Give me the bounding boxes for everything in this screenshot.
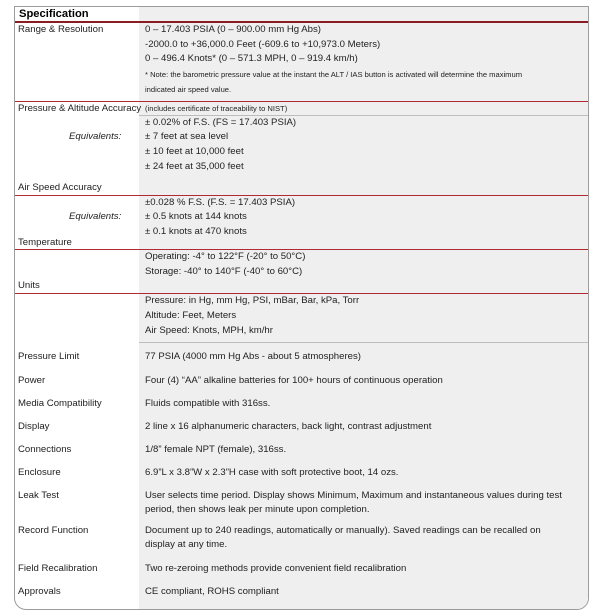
leak-test-label: Leak Test: [18, 490, 59, 501]
field-recal-label: Field Recalibration: [18, 563, 98, 574]
media-value: Fluids compatible with 316ss.: [145, 398, 271, 409]
units-pressure: Pressure: in Hg, mm Hg, PSI, mBar, Bar, kPa, Torr: [145, 295, 360, 306]
range-note-2: indicated air speed value.: [145, 85, 232, 94]
range-line-2: -2000.0 to +36,000.0 Feet (-609.6 to +10,973.0 Meters): [145, 39, 381, 50]
spec-title: Specification: [19, 8, 89, 20]
connections-value: 1/8” female NPT (female), 316ss.: [145, 444, 287, 455]
units-altitude: Altitude: Feet, Meters: [145, 310, 237, 321]
pressure-altitude-label: Pressure & Altitude Accuracy: [18, 103, 142, 114]
field-recal-value: Two re-zeroing methods provide convenient field recalibration: [145, 563, 407, 574]
display-value: 2 line x 16 alphanumeric characters, back light, contrast adjustment: [145, 421, 432, 432]
temperature-operating: Operating: -4° to 122°F (-20° to 50°C): [145, 251, 306, 262]
title-rule: [15, 21, 588, 23]
media-label: Media Compatibility: [18, 398, 102, 409]
approvals-label: Approvals: [18, 586, 61, 597]
enclosure-value: 6.9”L x 3.8”W x 2.3”H case with soft protective boot, 14 ozs.: [145, 467, 399, 478]
divider: [15, 195, 588, 196]
value-column-background: [139, 7, 588, 609]
air-speed-equivalent-2: ± 0.1 knots at 470 knots: [145, 226, 247, 237]
pressure-altitude-note: (includes certificate of traceability to NIST): [145, 104, 288, 113]
divider: [15, 101, 588, 102]
air-speed-equivalents-label: Equivalents:: [69, 211, 122, 222]
divider: [139, 115, 588, 116]
record-value: Document up to 240 readings, automatically or manually). Saved readings can be recalled on display at any time.: [145, 525, 541, 550]
pressure-limit-label: Pressure Limit: [18, 351, 80, 362]
power-value: Four (4) “AA” alkaline batteries for 100+ hours of continuous operation: [145, 375, 443, 386]
record-label: Record Function: [18, 525, 89, 536]
leak-test-value: User selects time period. Display shows Minimum, Maximum and instantaneous values during test period, then shows leak per minute upon completion.: [145, 490, 562, 515]
divider: [139, 342, 588, 343]
display-label: Display: [18, 421, 50, 432]
enclosure-label: Enclosure: [18, 467, 61, 478]
units-label: Units: [18, 280, 40, 291]
air-speed-equivalent-1: ± 0.5 knots at 144 knots: [145, 211, 247, 222]
pressure-equivalents-label: Equivalents:: [69, 131, 122, 142]
air-speed-main: ±0.028 % F.S. (F.S. = 17.403 PSIA): [145, 197, 296, 208]
range-note-1: * Note: the barometric pressure value at the instant the ALT / IAS button is activated will determine the maximum: [145, 70, 523, 79]
air-speed-label: Air Speed Accuracy: [18, 182, 102, 193]
divider: [15, 249, 588, 250]
temperature-label: Temperature: [18, 237, 72, 248]
units-air-speed: Air Speed: Knots, MPH, km/hr: [145, 325, 273, 336]
range-line-3: 0 – 496.4 Knots* (0 – 571.3 MPH, 0 – 919.4 km/h): [145, 53, 358, 64]
pressure-equivalent-3: ± 24 feet at 35,000 feet: [145, 161, 244, 172]
connections-label: Connections: [18, 444, 72, 455]
power-label: Power: [18, 375, 46, 386]
pressure-equivalent-2: ± 10 feet at 10,000 feet: [145, 146, 244, 157]
pressure-altitude-main: ± 0.02% of F.S. (FS = 17.403 PSIA): [145, 117, 297, 128]
range-line-1: 0 – 17.403 PSIA (0 – 900.00 mm Hg Abs): [145, 24, 321, 35]
approvals-value: CE compliant, ROHS compliant: [145, 586, 279, 597]
temperature-storage: Storage: -40° to 140°F (-40° to 60°C): [145, 266, 303, 277]
pressure-limit-value: 77 PSIA (4000 mm Hg Abs - about 5 atmospheres): [145, 351, 361, 362]
spec-table: [14, 6, 589, 610]
pressure-equivalent-1: ± 7 feet at sea level: [145, 131, 229, 142]
divider: [15, 293, 588, 294]
range-label: Range & Resolution: [18, 24, 104, 35]
